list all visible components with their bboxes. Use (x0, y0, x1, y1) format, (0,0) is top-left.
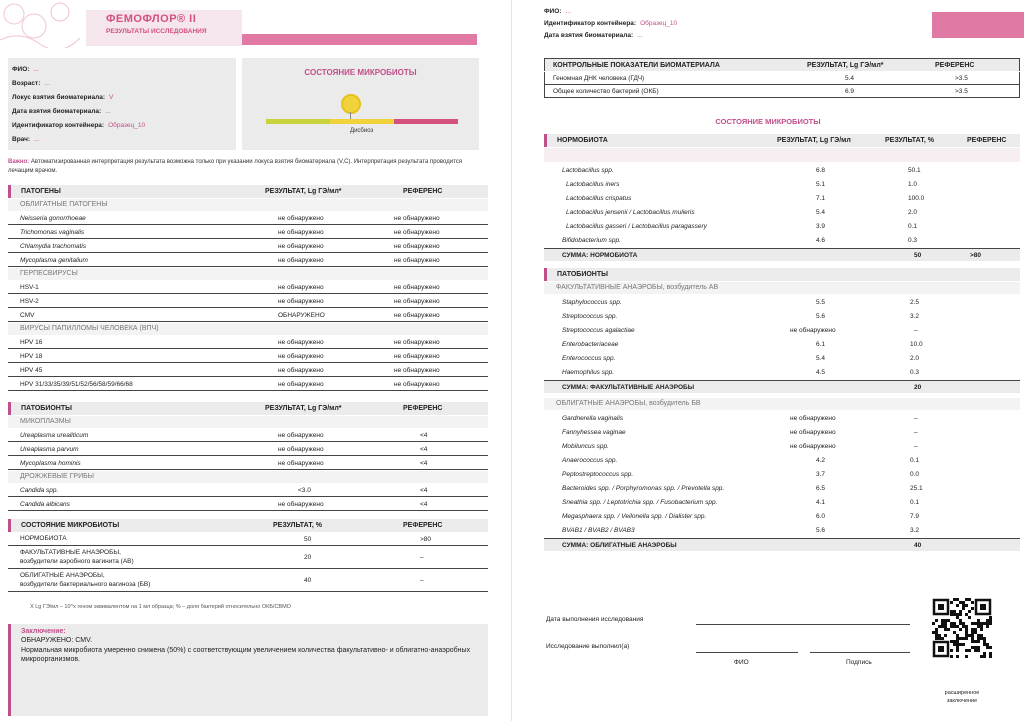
table-row (8, 281, 488, 294)
table-row (8, 533, 488, 546)
table-row (8, 457, 488, 470)
row-name: Candida spp. (20, 487, 59, 494)
row-lg: 6.8 (816, 167, 826, 174)
row-pct: 1.0 (908, 181, 918, 188)
sign-caption: Подпись (846, 659, 872, 666)
row-result: 20 (304, 554, 312, 561)
row-name: Megasphaera spp. / Veilonella spp. / Dialister spp. (562, 513, 707, 520)
state-label: Дисбиоз (350, 128, 374, 134)
conclusion-box (8, 624, 488, 716)
table-row (8, 547, 488, 569)
row-reference: >3.5 (955, 75, 968, 82)
row-name: Staphylococcus spp. (562, 299, 622, 306)
row-name: Streptococcus agalactiae (562, 327, 635, 334)
table-row (544, 412, 1020, 425)
table-row (544, 426, 1020, 439)
row-reference: <4 (420, 501, 428, 508)
row-reference: не обнаружено (394, 284, 440, 291)
row-name: Trichomonas vaginalis (20, 229, 85, 236)
pathobionts-header: ПАТОБИОНТЫ РЕЗУЛЬТАТ, Lg ГЭ/мл* РЕФЕРЕНС (8, 402, 488, 415)
row-result: не обнаружено (278, 501, 324, 508)
table-row (544, 296, 1020, 309)
row-lg: 6.1 (816, 341, 826, 348)
table-row (544, 482, 1020, 495)
group-subheader: МИКОПЛАЗМЫ (8, 416, 488, 428)
row-reference: не обнаружено (394, 243, 440, 250)
row-pct: 0.1 (908, 223, 918, 230)
table-row (544, 220, 1020, 233)
table-row (8, 254, 488, 267)
sum-pct: 40 (914, 542, 922, 549)
scale-normal (266, 119, 330, 124)
row-reference: <4 (420, 487, 428, 494)
report-page-2 (512, 0, 1024, 721)
table-row (544, 324, 1020, 337)
row-name: Геномная ДНК человека (ГДЧ) (553, 75, 645, 82)
sum-pct: 50 (914, 252, 922, 259)
fio-caption: ФИО (734, 659, 749, 666)
right-fio-row: ФИО: ... (544, 8, 571, 15)
report-header (0, 0, 512, 48)
row-result: не обнаружено (278, 446, 324, 453)
row-name: BVAB1 / BVAB2 / BVAB3 (562, 527, 635, 534)
row-lg: не обнаружено (790, 327, 836, 334)
row-result: не обнаружено (278, 229, 324, 236)
row-name: Mycoplasma genitalium (20, 257, 88, 264)
row-name: ОБЛИГАТНЫЕ АНАЭРОБЫ, (20, 572, 105, 579)
table-row (8, 364, 488, 377)
row-name: Ureaplasma urealiticum (20, 432, 89, 439)
row-pct: 0.3 (910, 369, 920, 376)
row-pct: 2.0 (910, 355, 920, 362)
scale-dysbiosis (394, 119, 458, 124)
sum-row (544, 248, 1020, 261)
table-row (8, 309, 488, 322)
fio-line (696, 652, 798, 653)
sum-label: СУММА: НОРМОБИОТА (562, 252, 638, 259)
row-pct: 0.0 (910, 471, 920, 478)
row-name: Sneathia spp. / Leptotrichia spp. / Fusobacterium spp. (562, 499, 718, 506)
row-result: не обнаружено (278, 257, 324, 264)
row-reference: не обнаружено (394, 312, 440, 319)
table-row (544, 352, 1020, 365)
sum-row (544, 380, 1020, 393)
row-lg: 4.2 (816, 457, 826, 464)
row-result: не обнаружено (278, 381, 324, 388)
row-pct: – (914, 327, 918, 334)
right-container-row: Идентификатор контейнера: Образец_10 (544, 20, 678, 27)
table-row (8, 240, 488, 253)
row-name: HPV 45 (20, 367, 43, 374)
row-name: Lactobacillus jensenii / Lactobacillus mulieris (566, 209, 695, 216)
sum-label: СУММА: ФАКУЛЬТАТИВНЫЕ АНАЭРОБЫ (562, 384, 695, 391)
row-name: Lactobacillus spp. (562, 167, 614, 174)
row-lg: 5.5 (816, 299, 826, 306)
row-result: не обнаружено (278, 353, 324, 360)
date-row: Дата взятия биоматериала: ... (12, 108, 111, 115)
table-row (544, 192, 1020, 205)
row-name-2: возбудители бактериального вагиноза (БВ) (20, 581, 151, 588)
conclusion-title: Заключение: (21, 628, 66, 635)
row-pct: 3.2 (910, 527, 920, 534)
row-reference: не обнаружено (394, 367, 440, 374)
table-row (544, 234, 1020, 247)
row-pct: 100.0 (908, 195, 925, 202)
row-pct: – (914, 415, 918, 422)
group-subheader: ДРОЖЖЕВЫЕ ГРИБЫ (8, 471, 488, 483)
row-result: не обнаружено (278, 298, 324, 305)
row-reference: не обнаружено (394, 353, 440, 360)
row-lg: 6.0 (816, 513, 826, 520)
row-pct: – (914, 429, 918, 436)
table-row (8, 295, 488, 308)
row-lg: 5.6 (816, 313, 826, 320)
performed-by-label: Исследование выполнил(а) (546, 643, 630, 650)
row-reference: – (420, 577, 424, 584)
row-name: Peptostreptococcus spp. (562, 471, 634, 478)
table-row (544, 524, 1020, 537)
row-name: Streptococcus spp. (562, 313, 618, 320)
flowers-decoration-icon (0, 0, 80, 48)
row-result: не обнаружено (278, 460, 324, 467)
row-lg: 5.6 (816, 527, 826, 534)
table-row (544, 310, 1020, 323)
table-row (8, 350, 488, 363)
row-name: HPV 16 (20, 339, 43, 346)
table-row (544, 440, 1020, 453)
row-name: ФАКУЛЬТАТИВНЫЕ АНАЭРОБЫ, (20, 549, 121, 556)
row-name: HPV 31/33/35/39/51/52/56/58/59/66/68 (20, 381, 133, 388)
sum-pct: 20 (914, 384, 922, 391)
state-title: СОСТОЯНИЕ МИКРОБИОТЫ (304, 68, 417, 77)
row-reference: <4 (420, 432, 428, 439)
row-name: Anaerococcus spp. (562, 457, 618, 464)
pathobionts-detail-header: ПАТОБИОНТЫ (544, 268, 1020, 281)
report-subtitle: РЕЗУЛЬТАТЫ ИССЛЕДОВАНИЯ (106, 28, 207, 35)
row-name: HSV-2 (20, 298, 39, 305)
group-subheader: ВИРУСЫ ПАПИЛЛОМЫ ЧЕЛОВЕКА (ВПЧ) (8, 323, 488, 335)
row-reference: <4 (420, 460, 428, 467)
row-name-2: возбудители аэробного вагинита (АВ) (20, 558, 134, 565)
normobiota-header: НОРМОБИОТА РЕЗУЛЬТАТ, Lg ГЭ/мл РЕЗУЛЬТАТ, % РЕФЕРЕНС (544, 134, 1020, 147)
table-row (544, 468, 1020, 481)
row-lg: не обнаружено (790, 429, 836, 436)
group-subheader: ГЕРПЕСВИРУСЫ (8, 268, 488, 280)
sum-row (544, 538, 1020, 551)
row-name: Fannyhessea vaginae (562, 429, 626, 436)
table-row (8, 429, 488, 442)
state-section-title: СОСТОЯНИЕ МИКРОБИОТЫ (715, 117, 821, 126)
row-pct: 0.1 (910, 457, 920, 464)
row-name: Mycoplasma hominis (20, 460, 81, 467)
table-row (544, 510, 1020, 523)
row-reference: не обнаружено (394, 229, 440, 236)
row-pct: 0.3 (908, 237, 918, 244)
locus-row: Локус взятия биоматериала: V (12, 94, 114, 101)
row-lg: не обнаружено (790, 415, 836, 422)
table-row (8, 212, 488, 225)
age-row: Возраст: ... (12, 80, 50, 87)
date-line (696, 624, 910, 625)
row-name: Candida albicans (20, 501, 70, 508)
fio-row: ФИО: ... (12, 66, 39, 73)
row-result: не обнаружено (278, 339, 324, 346)
table-row (544, 72, 1020, 85)
table-row (544, 178, 1020, 191)
row-reference: >80 (420, 536, 432, 543)
row-pct: 50.1 (908, 167, 921, 174)
table-row (544, 338, 1020, 351)
qr-caption-2: заключение (946, 698, 978, 704)
row-result: не обнаружено (278, 367, 324, 374)
table-row (544, 496, 1020, 509)
control-header: КОНТРОЛЬНЫЕ ПОКАЗАТЕЛИ БИОМАТЕРИАЛА РЕЗУЛЬТАТ, Lg ГЭ/мл* РЕФЕРЕНС (544, 58, 1020, 71)
table-row (8, 378, 488, 391)
row-name: Lactobacillus iners (566, 181, 620, 188)
row-result: 40 (304, 577, 312, 584)
row-name: Bifidobacterium spp. (562, 237, 621, 244)
patient-info-box (8, 58, 236, 150)
conclusion-line-1: ОБНАРУЖЕНО: CMV. (21, 637, 93, 644)
sum-label: СУММА: ОБЛИГАТНЫЕ АНАЭРОБЫ (562, 542, 677, 549)
row-result: не обнаружено (278, 432, 324, 439)
row-lg: 5.4 (816, 355, 826, 362)
row-pct: 2.5 (910, 299, 920, 306)
report-title: ФЕМОФЛОР® II (106, 13, 197, 25)
row-reference: не обнаружено (394, 298, 440, 305)
microbiota-header: СОСТОЯНИЕ МИКРОБИОТЫ РЕЗУЛЬТАТ, % РЕФЕРЕНС (8, 519, 488, 532)
row-reference: не обнаружено (394, 339, 440, 346)
row-reference: не обнаружено (394, 257, 440, 264)
row-result: не обнаружено (278, 243, 324, 250)
row-name: Chlamydia trachomatis (20, 243, 87, 250)
row-name: Enterobacteriaceae (562, 341, 619, 348)
row-lg: 5.1 (816, 181, 826, 188)
row-lg: 4.5 (816, 369, 826, 376)
row-lg: 4.6 (816, 237, 826, 244)
date-performed-label: Дата выполнения исследования (546, 616, 644, 623)
row-lg: 5.4 (816, 209, 826, 216)
group-subheader: ОБЛИГАТНЫЕ ПАТОГЕНЫ (8, 199, 488, 211)
table-row (8, 336, 488, 349)
fac-subheader: ФАКУЛЬТАТИВНЫЕ АНАЭРОБЫ, возбудитель АВ (544, 282, 1020, 294)
row-name: Enterococcus spp. (562, 355, 616, 362)
row-result: не обнаружено (278, 215, 324, 222)
container-row: Идентификатор контейнера: Образец_10 (12, 122, 146, 129)
right-date-row: Дата взятия биоматериала: ... (544, 32, 643, 39)
row-result: не обнаружено (278, 284, 324, 291)
row-name: Bacteroides spp. / Porphyromonas spp. / Prevotella spp. (562, 485, 725, 492)
row-name: НОРМОБИОТА (20, 535, 67, 542)
header-accent-bar (242, 34, 477, 45)
obl-subheader: ОБЛИГАТНЫЕ АНАЭРОБЫ, возбудитель БВ (544, 398, 1020, 410)
row-name: Neisseria gonorrhoeae (20, 215, 86, 222)
doctor-row: Врач: ... (12, 136, 40, 143)
pathogens-header: ПАТОГЕНЫ РЕЗУЛЬТАТ, Lg ГЭ/мл* РЕФЕРЕНС (8, 185, 488, 198)
row-name: Mobiluncus spp. (562, 443, 609, 450)
row-lg: 7.1 (816, 195, 826, 202)
row-lg: 3.9 (816, 223, 826, 230)
row-name: HSV-1 (20, 284, 39, 291)
row-result: <3.0 (298, 487, 311, 494)
row-lg: 6.5 (816, 485, 826, 492)
row-lg: 4.1 (816, 499, 826, 506)
table-row (544, 164, 1020, 177)
row-pct: 3.2 (910, 313, 920, 320)
row-result: 50 (304, 536, 312, 543)
important-note: Важно: Автоматизированная интерпретация результата возможна только при указании локуса взятия биоматериала (V,C). Интерпретация результата проводится лечащим врачом. (8, 159, 463, 174)
row-lg: не обнаружено (790, 443, 836, 450)
sign-line (810, 652, 910, 653)
row-name: HPV 18 (20, 353, 43, 360)
qr-caption-1: расширенное (944, 690, 980, 696)
row-pct: 7.9 (910, 513, 920, 520)
row-reference: не обнаружено (394, 381, 440, 388)
footnote: X Lg ГЭ/мл – 10^x геном эквивалентом на 1 мл образца; % – доля бактерий относительно ОКБ/СВМО (30, 604, 291, 610)
table-row (8, 443, 488, 456)
row-pct: 0.1 (910, 499, 920, 506)
row-name: Lactobacillus crispatus (566, 195, 632, 202)
row-result: ОБНАРУЖЕНО (278, 312, 325, 319)
conclusion-line-2: Нормальная микробиота умеренно снижена (50%) с соответствующим увеличением количества факультативно- и облигатно-анаэробных микроорганизмов. (21, 647, 471, 663)
header-accent-bar-right (932, 12, 1024, 38)
row-pct: 2.0 (908, 209, 918, 216)
microbiota-state-box (242, 58, 479, 150)
row-lg: 3.7 (816, 471, 826, 478)
scale-mid (330, 119, 394, 124)
row-name: Lactobacillus gasseri / Lactobacillus paragassery (566, 223, 707, 230)
table-row (8, 484, 488, 497)
table-row (544, 366, 1020, 379)
row-name: Haemophilus spp. (562, 369, 615, 376)
qr-code-icon (932, 598, 992, 678)
table-row (8, 570, 488, 592)
row-name: Ureaplasma parvum (20, 446, 79, 453)
row-name: Gardnerella vaginalis (562, 415, 624, 422)
row-reference: – (420, 554, 424, 561)
row-name: CMV (20, 312, 35, 319)
row-reference: >3.5 (955, 88, 968, 95)
row-name: Общее количество бактерий (ОКБ) (553, 88, 659, 95)
state-indicator-icon (341, 94, 361, 114)
table-row (544, 85, 1020, 98)
table-row (544, 454, 1020, 467)
row-reference: не обнаружено (394, 215, 440, 222)
row-pct: – (914, 443, 918, 450)
row-pct: 10.0 (910, 341, 923, 348)
sum-ref: >80 (970, 252, 982, 259)
table-row (544, 206, 1020, 219)
row-reference: <4 (420, 446, 428, 453)
table-row (8, 498, 488, 511)
spacer-row (544, 148, 1020, 162)
row-result: 5.4 (845, 75, 855, 82)
row-pct: 25.1 (910, 485, 923, 492)
row-result: 6.9 (845, 88, 855, 95)
table-row (8, 226, 488, 239)
